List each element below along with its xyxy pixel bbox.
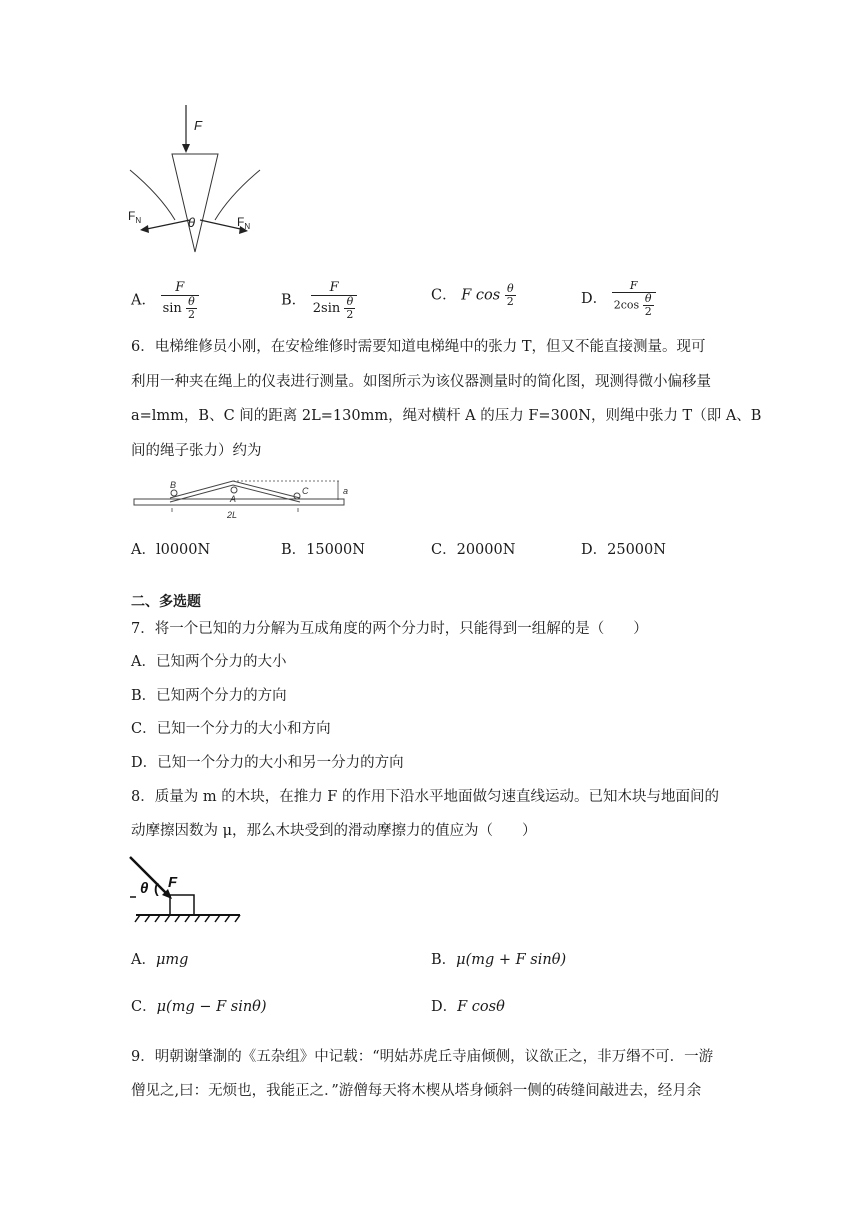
option-label: C． xyxy=(431,287,457,304)
left-curve-upper xyxy=(130,170,170,212)
q6-stem-line4: 间的绳子张力）约为 xyxy=(131,443,262,459)
fraction-b: F 2sin $\frac{\theta}{2}$ xyxy=(311,280,358,321)
q6-option-c[interactable]: C．20000N xyxy=(431,542,516,558)
wedge xyxy=(172,154,218,252)
option-label: A． xyxy=(131,292,156,309)
q6-stem-line1: 6．电梯维修员小刚，在安检维修时需要知道电梯绳中的张力 T，但又不能直接测量。现可 xyxy=(131,339,706,355)
q8-stem-line2: 动摩擦因数为 μ，那么木块受到的滑动摩擦力的值应为（ ） xyxy=(131,823,537,839)
q8-option-c[interactable]: C．μ(mg − F sinθ) xyxy=(131,999,267,1015)
normal-force-left-label: $F_N$ xyxy=(128,209,142,225)
section-title: 二、多选题 xyxy=(131,594,201,610)
q8-stem-line1: 8．质量为 m 的木块，在推力 F 的作用下沿水平地面做匀速直线运动。已知木块与地面间的 xyxy=(131,789,719,805)
option-label: D． xyxy=(581,291,608,307)
q8-option-b[interactable]: B．μ(mg + F sinθ) xyxy=(431,952,567,968)
q7-option-d[interactable]: D．已知一个分力的大小和另一分力的方向 xyxy=(131,755,404,771)
q8-option-d[interactable]: D．F cosθ xyxy=(431,999,505,1015)
q6-option-a[interactable]: A．l0000N xyxy=(131,542,211,558)
right-curve xyxy=(215,170,260,220)
normal-force-right-label: $F_N$ xyxy=(237,215,251,231)
force-F-label: F xyxy=(168,874,178,891)
q9-stem-line2: 僧见之,曰：无烦也，我能正之．”游僧每天将木楔从塔身倾斜一侧的砖缝间敲进去，经月余 xyxy=(131,1083,702,1099)
point-c-label: C xyxy=(302,486,309,496)
q7-option-c[interactable]: C．已知一个分力的大小和方向 xyxy=(131,721,331,737)
q7-option-b[interactable]: B．已知两个分力的方向 xyxy=(131,688,287,704)
q7-stem: 7．将一个已知的力分解为互成角度的两个分力时，只能得到一组解的是（ ） xyxy=(131,621,648,637)
q5-option-b[interactable] xyxy=(281,280,357,321)
force-F-label: F xyxy=(194,118,202,133)
q7-option-a[interactable]: A．已知两个分力的大小 xyxy=(131,654,287,670)
block-push-figure xyxy=(128,855,248,925)
angle-theta-label: θ xyxy=(140,880,149,897)
q9-stem-line1: 9．明朝谢肇淛的《五杂组》中记载：“明姑苏虎丘寺庙倾侧，议欲正之，非万缗不可．一游 xyxy=(131,1049,714,1065)
q5-option-c[interactable]: C． F cos $\frac{\theta}{2}$ xyxy=(431,282,514,308)
q5-option-d[interactable] xyxy=(581,280,656,318)
q6-option-b[interactable]: B．15000N xyxy=(281,542,365,558)
point-b-label: B xyxy=(170,480,177,490)
q6-stem-line2: 利用一种夹在绳上的仪表进行测量。如图所示为该仪器测量时的简化图，现测得微小偏移量 xyxy=(131,374,711,390)
theta-label: θ xyxy=(188,215,196,230)
rope-tension-figure xyxy=(130,472,360,522)
fraction-a: F sin $\frac{\theta}{2}$ xyxy=(161,280,199,321)
q6-stem-line3: a=lmm，B、C 间的距离 2L=130mm，绳对横杆 A 的压力 F=300N，则绳中张力 T（即 A、B xyxy=(131,408,762,424)
fraction-d: F 2cos $\frac{\theta}{2}$ xyxy=(612,280,656,318)
wedge-force-figure xyxy=(120,100,270,260)
q8-option-a[interactable]: A．μmg xyxy=(131,952,189,968)
offset-a-label: a xyxy=(343,486,349,496)
point-a-label: A xyxy=(230,494,237,504)
length-2l-label: 2L xyxy=(227,510,238,520)
left-curve xyxy=(130,170,175,220)
q5-option-a[interactable] xyxy=(131,280,199,321)
q6-option-d[interactable]: D．25000N xyxy=(581,542,666,558)
svg-text:(: ( xyxy=(154,880,159,896)
option-label: B． xyxy=(281,292,307,309)
